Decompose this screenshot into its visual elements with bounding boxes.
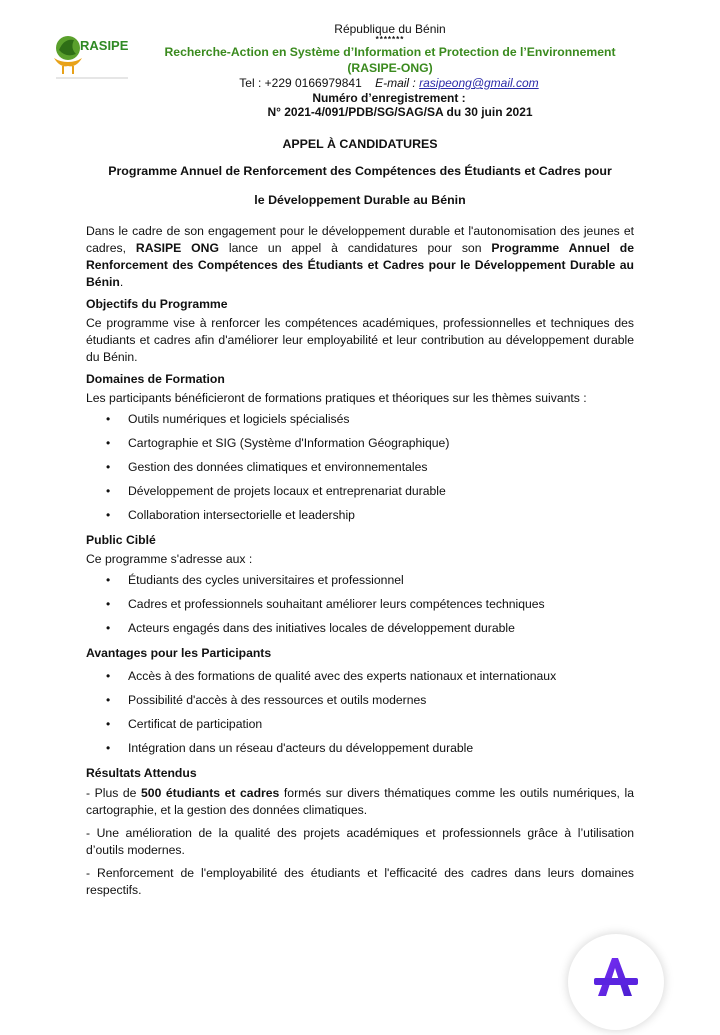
contact-line [144, 76, 634, 91]
public-intro: Ce programme s'adresse aux : [86, 552, 253, 566]
list-item: • Outils numériques et logiciels spécialisés [86, 407, 634, 431]
advantages-heading: Avantages pour les Participants [86, 646, 272, 660]
list-item: • Possibilité d'accès à des ressources et outils modernes [86, 688, 634, 712]
result-3: - Renforcement de l'employabilité des étudiants et l'efficacité des cadres dans leurs domaines respectifs. [86, 866, 634, 897]
domains-heading: Domaines de Formation [86, 372, 225, 386]
list-item: • Étudiants des cycles universitaires et professionnel [86, 568, 634, 592]
intro-org: RASIPE ONG [135, 241, 219, 255]
intro-end: . [119, 275, 124, 289]
results-heading: Résultats Attendus [86, 766, 197, 780]
rasipe-logo [52, 28, 132, 80]
intro-text-1: Dans le cadre de son engagement pour le développement durable et l'autonomisation des jeunes et cadres, [86, 224, 634, 255]
floating-app-badge[interactable] [568, 934, 664, 1030]
result-1-text-a: - Plus de [86, 786, 137, 800]
email-link[interactable]: rasipeong@gmail.com [419, 76, 539, 90]
intro-text-2: lance un appel à candidatures pour son [228, 241, 482, 255]
objectives-text: Ce programme vise à renforcer les compétences académiques, professionnelles et techniques des étudiants et cadres afin d'améliorer leur employabilité et leur contribution au développement durable du Bénin. [86, 316, 634, 364]
list-item: • Cartographie et SIG (Système d'Information Géographique) [86, 431, 634, 455]
intro-program: Programme Annuel de Renforcement des Compétences des Étudiants et Cadres pour le Développement Durable au Bénin [86, 241, 635, 289]
list-item: • Collaboration intersectorielle et leadership [86, 503, 634, 527]
list-item: • Intégration dans un réseau d'acteurs du développement durable [86, 736, 634, 760]
result-1 [86, 785, 634, 819]
page-title: APPEL À CANDIDATURES [282, 137, 438, 151]
list-item: • Développement de projets locaux et entreprenariat durable [86, 479, 634, 503]
domains-list [86, 407, 634, 527]
public-heading: Public Ciblé [86, 533, 156, 547]
intro-paragraph [86, 223, 634, 291]
public-list [86, 568, 634, 640]
objectives-heading: Objectifs du Programme [86, 297, 228, 311]
document-page [80, 22, 635, 905]
organization-name: Recherche-Action en Système d’Information et Protection de l’Environnement (RASIPE-ONG) [164, 45, 616, 75]
result-1-bold: 500 étudiants et cadres [141, 786, 280, 800]
result-1-text-b: formés sur divers thématiques comme les outils numériques, la cartographie, et la gestion des données climatiques. [86, 786, 634, 817]
page-subtitle: Programme Annuel de Renforcement des Compétences des Étudiants et Cadres pour le Développement Durable au Bénin [108, 164, 612, 207]
list-item: • Accès à des formations de qualité avec des experts nationaux et internationaux [86, 664, 634, 688]
registration-number: N° 2021-4/091/PDB/SG/SAG/SA du 30 juin 2021 [267, 105, 533, 119]
result-2: - Une amélioration de la qualité des projets académiques et professionnels grâce à l’utilisation d’outils modernes. [86, 826, 634, 857]
list-item: • Gestion des données climatiques et environnementales [86, 455, 634, 479]
phone: Tel : +229 0166979841 [239, 76, 362, 90]
logo-text: RASIPE [80, 38, 129, 53]
domains-intro: Les participants bénéficieront de formations pratiques et théoriques sur les thèmes suivants : [86, 391, 587, 405]
list-item: • Acteurs engagés dans des initiatives locales de développement durable [86, 616, 634, 640]
republic-name: République du Bénin [334, 22, 446, 36]
app-logo-icon [568, 934, 664, 1030]
list-item: • Cadres et professionnels souhaitant améliorer leurs compétences techniques [86, 592, 634, 616]
separator-stars: ******* [375, 35, 405, 44]
list-item: • Certificat de participation [86, 712, 634, 736]
letterhead [80, 22, 634, 119]
advantages-list [86, 664, 634, 760]
registration-label: Numéro d’enregistrement : [312, 91, 466, 105]
email-label: E-mail : [375, 76, 416, 90]
